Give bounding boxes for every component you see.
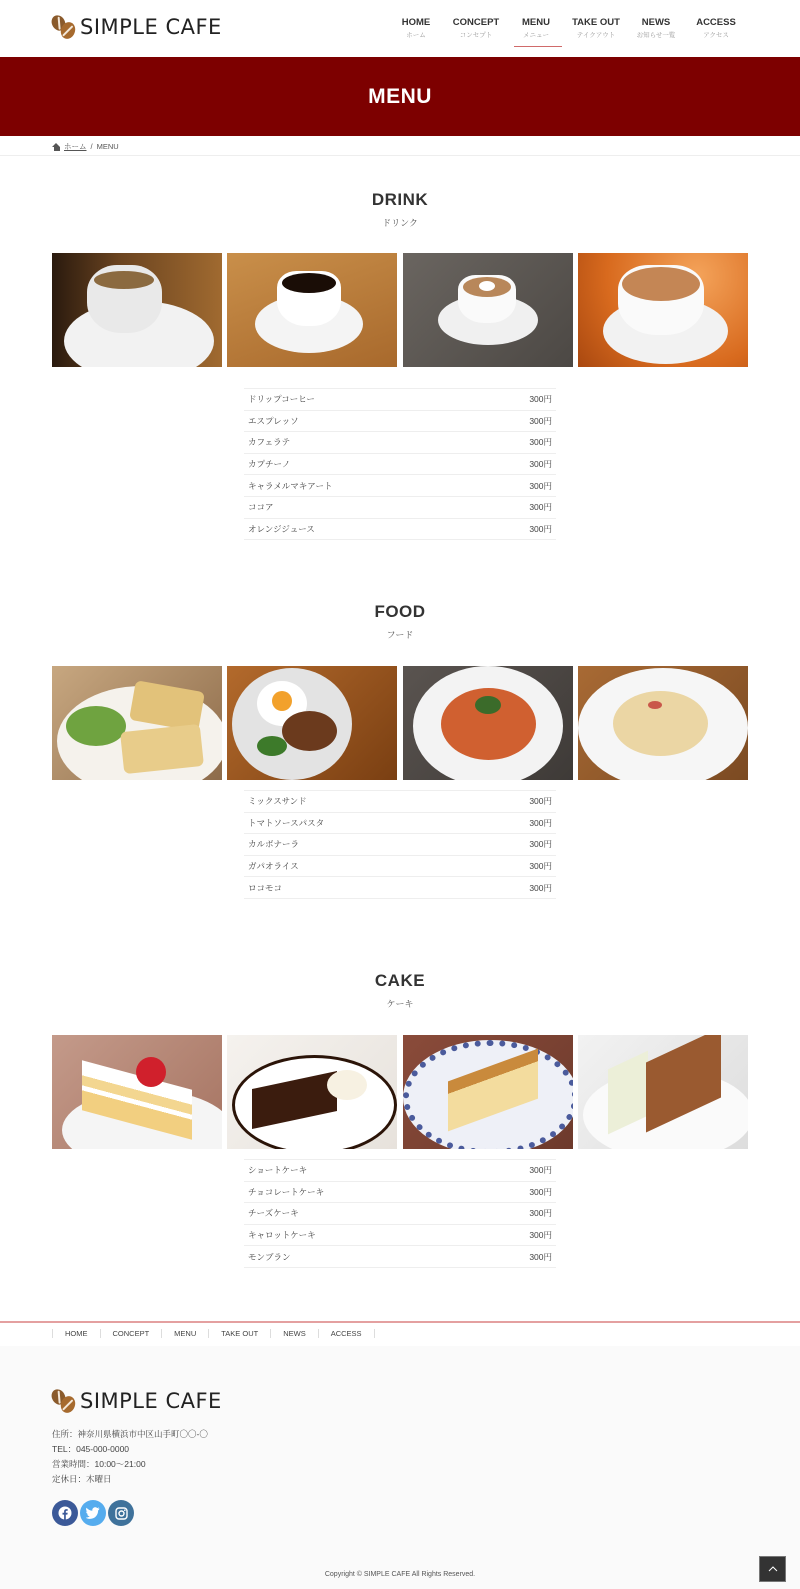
- menu-row: [244, 432, 556, 454]
- menu-row: [244, 856, 556, 878]
- gapao-rice-photo: [227, 666, 397, 780]
- nav-sublabel: お知らせ一覧: [636, 32, 676, 39]
- footer-info: [52, 1427, 208, 1487]
- menu-item-name: モンブラン: [248, 1251, 291, 1262]
- footer-tel: TEL：045-000-0000: [52, 1444, 130, 1454]
- nav-label: MENU: [522, 17, 550, 28]
- menu-item-name: カルボナーラ: [248, 839, 300, 850]
- carbonara-photo: [578, 666, 748, 780]
- menu-item-price: 300円: [529, 1186, 552, 1197]
- footer-logo[interactable]: [52, 1389, 222, 1413]
- menu-item-price: 300円: [529, 394, 552, 405]
- section-subtitle: ドリンク: [382, 218, 418, 228]
- nav-item-takeout[interactable]: [566, 0, 626, 57]
- section-title: FOOD: [374, 602, 426, 621]
- twitter-link[interactable]: [80, 1500, 106, 1526]
- page-title: MENU: [368, 84, 432, 108]
- footer-nav-home[interactable]: HOME: [52, 1329, 100, 1338]
- section-subtitle: ケーキ: [386, 999, 414, 1009]
- menu-item-name: トマトソースパスタ: [248, 817, 325, 828]
- menu-row: [244, 454, 556, 476]
- instagram-link[interactable]: [108, 1500, 134, 1526]
- menu-item-price: 300円: [529, 882, 552, 893]
- site-footer: [0, 1346, 800, 1589]
- page-title-band: [0, 57, 800, 136]
- carrot-cake-photo: [578, 1035, 748, 1149]
- menu-item-name: カフェラテ: [248, 437, 291, 448]
- menu-item-name: チョコレートケーキ: [248, 1186, 325, 1197]
- menu-row: [244, 834, 556, 856]
- menu-row: [244, 519, 556, 541]
- nav-sublabel: テイクアウト: [576, 32, 616, 39]
- footer-nav-takeout[interactable]: TAKE OUT: [208, 1329, 270, 1338]
- footer-logo-text: SIMPLE CAFE: [80, 1389, 222, 1413]
- menu-row: [244, 877, 556, 899]
- nav-sublabel: ホーム: [406, 32, 426, 39]
- site-header: [0, 0, 800, 57]
- footer-nav: [0, 1321, 800, 1346]
- nav-item-home[interactable]: [386, 0, 446, 57]
- menu-item-price: 300円: [529, 796, 552, 807]
- menu-row: [244, 1182, 556, 1204]
- breadcrumb-current: MENU: [96, 142, 119, 151]
- menu-item-name: カプチーノ: [248, 459, 291, 470]
- menu-item-name: ドリップコーヒー: [248, 394, 315, 405]
- menu-item-price: 300円: [529, 523, 552, 534]
- menu-item-price: 300円: [529, 480, 552, 491]
- back-to-top-button[interactable]: [759, 1556, 786, 1582]
- menu-item-name: ココア: [248, 502, 274, 513]
- menu-item-price: 300円: [529, 415, 552, 426]
- nav-label: CONCEPT: [452, 17, 500, 28]
- cake-menu-list: [244, 1159, 556, 1268]
- menu-item-price: 300円: [529, 459, 552, 470]
- facebook-link[interactable]: [52, 1500, 78, 1526]
- copyright: Copyright © SIMPLE CAFE All Rights Reserved.: [324, 1571, 476, 1578]
- cheesecake-photo: [403, 1035, 573, 1149]
- espresso-photo: [52, 253, 222, 367]
- footer-nav-access[interactable]: ACCESS: [318, 1329, 375, 1338]
- breadcrumb-separator: /: [90, 142, 93, 151]
- coffee-beans-icon: [52, 1389, 76, 1413]
- menu-item-price: 300円: [529, 1165, 552, 1176]
- footer-hours: 営業時間：10:00〜21:00: [52, 1459, 146, 1469]
- twitter-icon: [86, 1507, 100, 1519]
- chevron-up-icon: [768, 1566, 778, 1572]
- cake-section: [0, 971, 800, 1291]
- nav-item-news[interactable]: [626, 0, 686, 57]
- menu-item-price: 300円: [529, 1208, 552, 1219]
- nav-sublabel: コンセプト: [459, 32, 493, 39]
- menu-item-price: 300円: [529, 1251, 552, 1262]
- menu-row: [244, 389, 556, 411]
- menu-row: [244, 411, 556, 433]
- food-menu-list: [244, 790, 556, 899]
- footer-nav-concept[interactable]: CONCEPT: [100, 1329, 162, 1338]
- nav-item-access[interactable]: [686, 0, 746, 57]
- coffee-beans-icon: [52, 15, 76, 39]
- footer-address: 住所：神奈川県横浜市中区山手町〇〇-〇: [52, 1429, 208, 1439]
- menu-item-name: チーズケーキ: [248, 1208, 299, 1219]
- menu-item-price: 300円: [529, 839, 552, 850]
- section-subtitle: フード: [386, 630, 414, 640]
- menu-item-price: 300円: [529, 817, 552, 828]
- drink-photos: [52, 253, 748, 367]
- food-section: [0, 602, 800, 922]
- menu-item-name: ミックスサンド: [248, 796, 307, 807]
- footer-nav-news[interactable]: NEWS: [270, 1329, 318, 1338]
- menu-item-name: ロコモコ: [248, 882, 283, 893]
- nav-item-concept[interactable]: [446, 0, 506, 57]
- drink-menu-list: [244, 388, 556, 540]
- footer-nav-menu[interactable]: MENU: [161, 1329, 208, 1338]
- nav-label: HOME: [401, 17, 431, 28]
- menu-row: [244, 1225, 556, 1247]
- breadcrumb: [0, 136, 800, 156]
- menu-row: [244, 1160, 556, 1182]
- menu-item-price: 300円: [529, 437, 552, 448]
- menu-row: [244, 791, 556, 813]
- breadcrumb-home-link[interactable]: ホーム: [64, 142, 87, 151]
- nav-label: NEWS: [641, 17, 671, 28]
- site-logo[interactable]: [52, 15, 222, 39]
- menu-item-name: キャロットケーキ: [248, 1230, 316, 1241]
- drip-coffee-photo: [227, 253, 397, 367]
- footer-holiday: 定休日：木曜日: [52, 1474, 112, 1484]
- menu-item-name: キャラメルマキアート: [248, 480, 333, 491]
- social-links: [52, 1500, 136, 1526]
- menu-item-name: ガパオライス: [248, 861, 299, 872]
- menu-item-name: オレンジジュース: [248, 523, 315, 534]
- menu-row: [244, 1246, 556, 1268]
- chocolate-cake-photo: [227, 1035, 397, 1149]
- shortcake-photo: [52, 1035, 222, 1149]
- sandwich-photo: [52, 666, 222, 780]
- facebook-icon: [58, 1506, 72, 1520]
- nav-sublabel: アクセス: [703, 32, 729, 39]
- latte-art-photo: [403, 253, 573, 367]
- instagram-icon: [115, 1507, 128, 1520]
- menu-row: [244, 475, 556, 497]
- drink-section: [0, 190, 800, 550]
- global-nav: [386, 0, 746, 57]
- menu-item-price: 300円: [529, 861, 552, 872]
- nav-label: TAKE OUT: [572, 17, 620, 28]
- food-photos: [52, 666, 748, 780]
- section-title: DRINK: [371, 190, 429, 209]
- home-icon: [52, 143, 61, 151]
- nav-sublabel: メニュー: [523, 32, 549, 39]
- menu-item-price: 300円: [529, 1230, 552, 1241]
- tomato-pasta-photo: [403, 666, 573, 780]
- menu-row: [244, 497, 556, 519]
- cake-photos: [52, 1035, 748, 1149]
- nav-item-menu[interactable]: [506, 0, 566, 57]
- cappuccino-photo: [578, 253, 748, 367]
- menu-row: [244, 1203, 556, 1225]
- menu-item-name: ショートケーキ: [248, 1165, 308, 1176]
- menu-row: [244, 813, 556, 835]
- nav-label: ACCESS: [696, 17, 736, 28]
- menu-item-price: 300円: [529, 502, 552, 513]
- menu-item-name: エスプレッソ: [248, 415, 299, 426]
- logo-text: SIMPLE CAFE: [80, 15, 222, 39]
- section-title: CAKE: [374, 971, 426, 990]
